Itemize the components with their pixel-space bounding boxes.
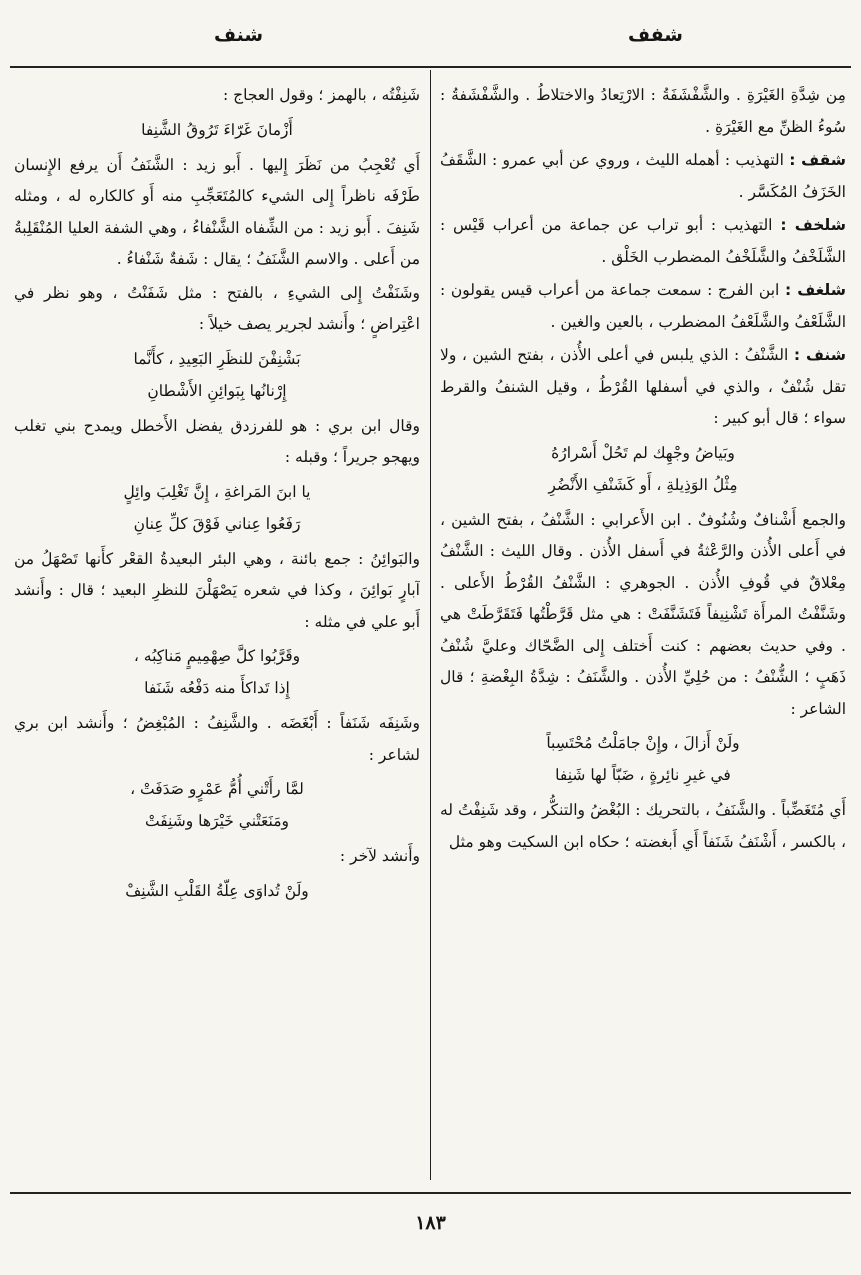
verse-block [14,773,420,837]
entry-text: وشَنِفَه شَنَفاً : أَبْغَضَه . والشَّنِفُ : المُبْغِضُ ؛ وأَنشد ابن بري لشاعر : [14,714,420,764]
entry-text: وأَنشد لآخر : [339,847,420,865]
text-paragraph [14,708,420,771]
dictionary-entry [440,340,846,435]
column-divider [430,70,431,1180]
right-text-column [440,80,846,1185]
verse-block [14,114,420,146]
text-paragraph [440,80,846,143]
verse-line: ومَنَعَتْني خَيْرَها وشَنِفَتْ [145,812,289,830]
text-paragraph [14,411,420,474]
dictionary-entry [440,145,846,208]
entry-headword: شلخف : [780,216,846,234]
entry-text: وشَنَفْتُ إِلى الشيءِ ، بالفتح : مثل شَفَنْتُ ، وهو نظر في اعْتِراضٍ ؛ وأَنشد لجرير يصف خيلاً : [14,283,420,333]
entry-headword: شلغف : [784,281,846,299]
verse-line: مِثْلُ الوَذِيلةِ ، أَو كَشَنْفِ الأَنْضُرِ [548,475,738,494]
dictionary-entry [440,210,846,273]
dictionary-entry [440,275,846,338]
text-paragraph [14,278,420,341]
text-paragraph [14,841,420,873]
verse-line: ولَنْ أَزالَ ، وإِنْ جامَلْتُ مُحْتَسِباً [546,734,740,752]
entry-text: والبَوائِنُ : جمع بائنة ، وهي البئر البعيدةُ القعْر كأَنها تَصْهَلُ من آبارٍ بَوائِنَ ، وكذا في شعره يَصْهَلْنَ للنظرِ البعيد ؛ قال : وأَنشد أَبو علي في مثله : [14,549,420,631]
entry-text: أَي مُتَغَضِّباً . والشَّنَفُ ، بالتحريك : البُغْضُ والتنكُّر ، وقد شَنِفْتُ له ، بالكسر ، أَشْنَفُ شَنَفاً أَي أَبغضته ؛ حكاه ابن السكيت وهو مثل [440,801,846,851]
verse-line: رَفَعُوا عِناني فَوْقَ كلِّ عِنانِ [133,514,301,533]
entry-text: الشَّنْفُ : الذي يلبس في أعلى الأُذن ، بفتح الشين ، ولا تقل شُنْفٌ ، والذي في أسفلها القُرْطُ ، وقيل الشنفُ والقرط سواء ؛ قال أبو كبير : [440,346,846,427]
verse-line: وبَياضُ وجْهِك لم تَحُلْ أَسْرارُهُ [551,443,735,462]
entry-text: شَنِفْتُه ، بالهمز ؛ وقول العجاج : [222,86,420,104]
verse-line: في غيرِ نائِرةٍ ، ضَبّاً لها شَنِفا [555,766,731,784]
entry-headword: شنف : [793,346,846,364]
verse-line: أَزْمانَ غَرّاءَ تَرُوقُ الشَّنِفا [141,120,293,139]
verse-block [14,875,420,907]
entry-text: مِن شِدَّةِ الغَيْرَةِ . والشَّفْشَفَةُ : الارْتِعادُ والاختلاطُ . والشَّفْشَفةُ : سُوءُ الظنِّ مع الغَيْرَةِ . [440,86,846,136]
text-paragraph [440,505,846,726]
verse-block [14,476,420,540]
text-paragraph [14,80,420,112]
verse-line: وقَرَّبُوا كلَّ صِهْمِيمٍ مَناكِبُه ، [133,647,301,665]
verse-line: لمَّا رأَتْني أُمُّ عَمْرٍو صَدَفَتْ ، [130,780,304,798]
entry-text: والجمع أَشْنافٌ وشُنُوفٌ . ابن الأَعرابي : الشَّنْفُ ، بفتح الشين ، في أَعلى الأُذن والرَّعْثةُ في أَسفل الأُذن . وقال الليث : الشَّنْفُ مِعْلاقٌ في قُوفِ الأُذن . الجوهري : الشَّنْفُ القُرْطُ الأَعلى . وشَنَّفْتُ المرأَة تَشْنِيفاً فَتَشَنَّفَتْ : هي مثل قَرَّطْتُها فَتَقَرَّطَتْ هي . وفي حديث بعضهم : كنت أَختلف إِلى الضَّحّاك وعليَّ شُنْفُ ذَهَبٍ ؛ الشُّنْفُ : من حُلِيِّ الأُذن . والشَّنَفُ : شِدَّةُ البِغْضةِ ؛ قال الشاعر : [440,510,846,718]
verse-line: بَشْنِفْنَ للنظَرِ البَعِيدِ ، كأَنَّما [133,349,301,368]
footer-rule [10,1192,851,1194]
running-header-right: شفف [628,24,683,46]
entry-text: ابن الفرج : سمعت جماعة من أعراب قيس يقولون : الشَّلَعْفُ والشَّلَعْفُ المضطرب ، بالعين والغين . [440,281,846,331]
entry-text: أَي تُعْجِبُ من نَظَرَ إِليها . أَبو زيد : الشَّنَفُ أَن يرفع الإِنسان طَرْفَه ناظراً إِلى الشيء كالمُتَعَجِّبِ منه أَو كالكاره له ، ومثله شَنِفَ . أَبو زيد : من الشِّفاه الشَّنْفاءُ ، وهي الشفة العليا المُنْقَلِبةُ من أَعلى . والاسم الشَّنَفُ ؛ يقال : شَفةٌ شَنْفاءُ . [14,155,420,268]
entry-text: التهذيب : أهمله الليث ، وروي عن أبي عمرو : الشَّقَفُ الخَزَفُ المُكَسَّر . [440,151,846,201]
entry-text: التهذيب : أبو تراب عن جماعة من أعراب قَيْس : الشَّلَخْفُ والشَّلَخْفُ المضطرب الخَلْق . [440,216,846,266]
verse-block [440,727,846,791]
text-paragraph [14,544,420,639]
verse-block [440,437,846,501]
left-text-column [14,80,420,1185]
verse-line: يا ابنَ المَراغةِ ، إِنَّ تَغْلِبَ وائِلٍ [123,482,311,501]
entry-text: وقال ابن بري : هو للفرزدق يفضل الأَخطل ويمدح بني تغلب ويهجو جريراً ؛ وقبله : [14,416,420,466]
verse-line: ولَنْ تُداوَى عِلّةُ القَلْبِ الشَّنِفْ [125,881,309,900]
verse-line: إِذا تَداكأَ منه دَفْعُه شَنَفا [144,679,290,697]
text-paragraph [440,795,846,858]
running-header-left: شنف [214,24,264,46]
entry-headword: شقف : [789,151,846,169]
page-number: ١٨٣ [415,1212,446,1234]
verse-block [14,343,420,407]
verse-line: إِرْنانُها بِبَوائِنِ الأَشْطانِ [147,381,287,400]
header-rule [10,66,851,68]
text-paragraph [14,150,420,276]
verse-block [14,640,420,704]
